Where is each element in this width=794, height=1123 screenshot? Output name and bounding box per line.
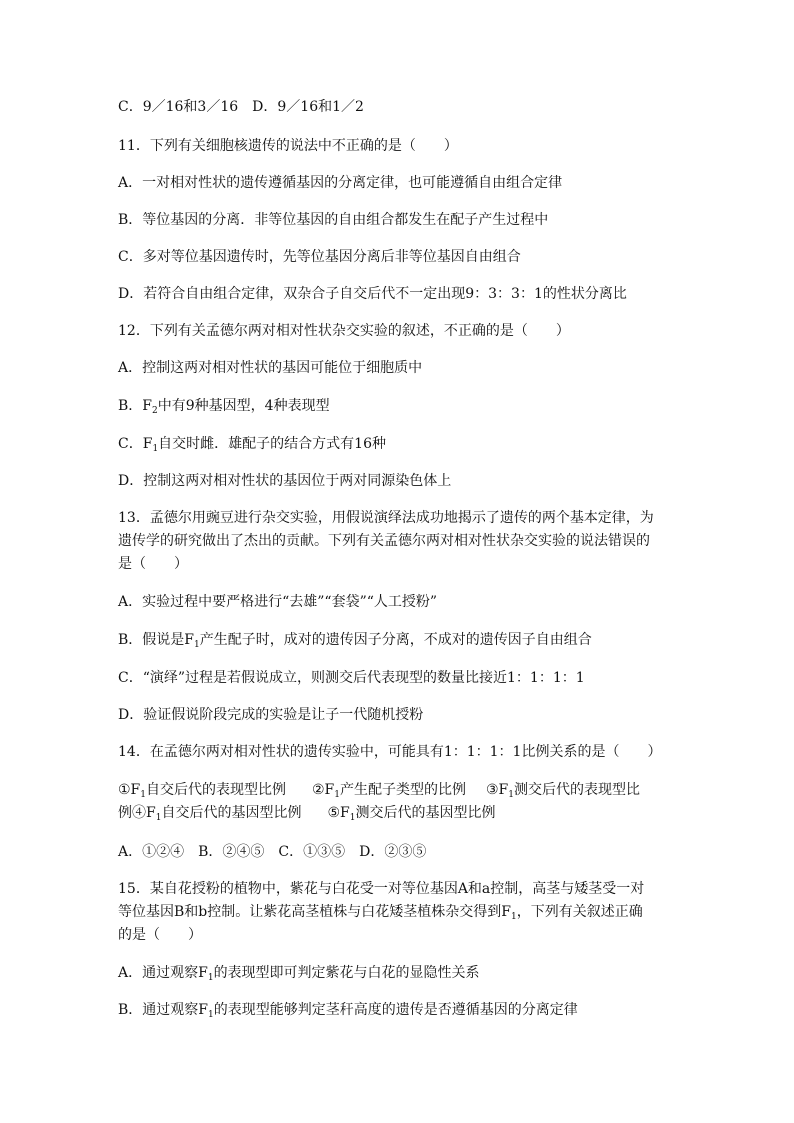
q12-stem: 12．下列有关孟德尔两对相对性状杂交实验的叙述，不正确的是（ ） xyxy=(118,323,570,339)
q13-option-a: A．实验过程中要严格进行“去雄”“套袋”“人工授粉” xyxy=(118,594,438,610)
q11-option-c: C．多对等位基因遗传时，先等位基因分离后非等位基因自由组合 xyxy=(118,249,521,265)
q15-stem-line1: 15．某自花授粉的植物中，紫花与白花受一对等位基因A和a控制，高茎与矮茎受一对 xyxy=(118,881,645,897)
q12-option-d: D．控制这两对相对性状的基因位于两对同源染色体上 xyxy=(118,473,452,489)
q12-option-c: C．$F_1$自交时雌．雄配子的结合方式有16种 xyxy=(118,436,386,454)
q14-options: A．①②④ B．②④⑤ C．①③⑤ D．②③⑤ xyxy=(118,844,427,860)
q11-option-d: D．若符合自由组合定律，双杂合子自交后代不一定出现9：3：3：1的性状分离比 xyxy=(118,286,627,302)
q12-option-b: B．$F_2$中有9种基因型，4种表现型 xyxy=(118,398,330,416)
q13-option-b: B．假说是$F_1$产生配子时，成对的遗传因子分离，不成对的遗传因子自由组合 xyxy=(118,632,592,650)
q13-stem-line1: 13．孟德尔用豌豆进行杂交实验，用假说演绎法成功地揭示了遗传的两个基本定律，为 xyxy=(118,510,654,526)
q14-items-line2: 例$④F_1$自交后代的基因型比例 $⑤F_1$测交后代的基因型比例 xyxy=(118,805,496,823)
q13-stem-line3: 是（ ） xyxy=(118,556,188,572)
q14-stem: 14．在孟德尔两对相对性状的遗传实验中，可能具有1：1：1：1比例关系的是（ ） xyxy=(118,744,662,760)
q11-stem: 11．下列有关细胞核遗传的说法中不正确的是（ ） xyxy=(118,138,458,154)
q13-stem-line2: 遗传学的研究做出了杰出的贡献。下列有关孟德尔两对相对性状杂交实验的说法错误的 xyxy=(118,533,650,549)
q15-stem-line2: 等位基因B和b控制。让紫花高茎植株与白花矮茎植株杂交得到$F_1$，下列有关叙述正确 xyxy=(118,904,643,922)
q10-options-cd: C．9／16和3／16 D．9／16和1／2 xyxy=(118,99,364,115)
q12-option-a: A．控制这两对相对性状的基因可能位于细胞质中 xyxy=(118,360,423,376)
q13-option-c: C．“演绎”过程是若假说成立，则测交后代表现型的数量比接近1：1：1：1 xyxy=(118,670,585,686)
q11-option-b: B．等位基因的分离．非等位基因的自由组合都发生在配子产生过程中 xyxy=(118,212,549,228)
q14-items-line1: $①F_1$自交后代的表现型比例 $②F_1$产生配子类型的比例 $③F_1$测交后代的表现型比 xyxy=(118,782,640,800)
q15-stem-line3: 的是（ ） xyxy=(118,927,202,943)
q13-option-d: D．验证假说阶段完成的实验是让子一代随机授粉 xyxy=(118,707,424,723)
q15-option-a: A．通过观察$F_1$的表现型即可判定紫花与白花的显隐性关系 xyxy=(118,965,480,983)
q11-option-a: A．一对相对性状的遗传遵循基因的分离定律，也可能遵循自由组合定律 xyxy=(118,175,563,191)
q15-option-b: B．通过观察$F_1$的表现型能够判定茎秆高度的遗传是否遵循基因的分离定律 xyxy=(118,1002,578,1020)
